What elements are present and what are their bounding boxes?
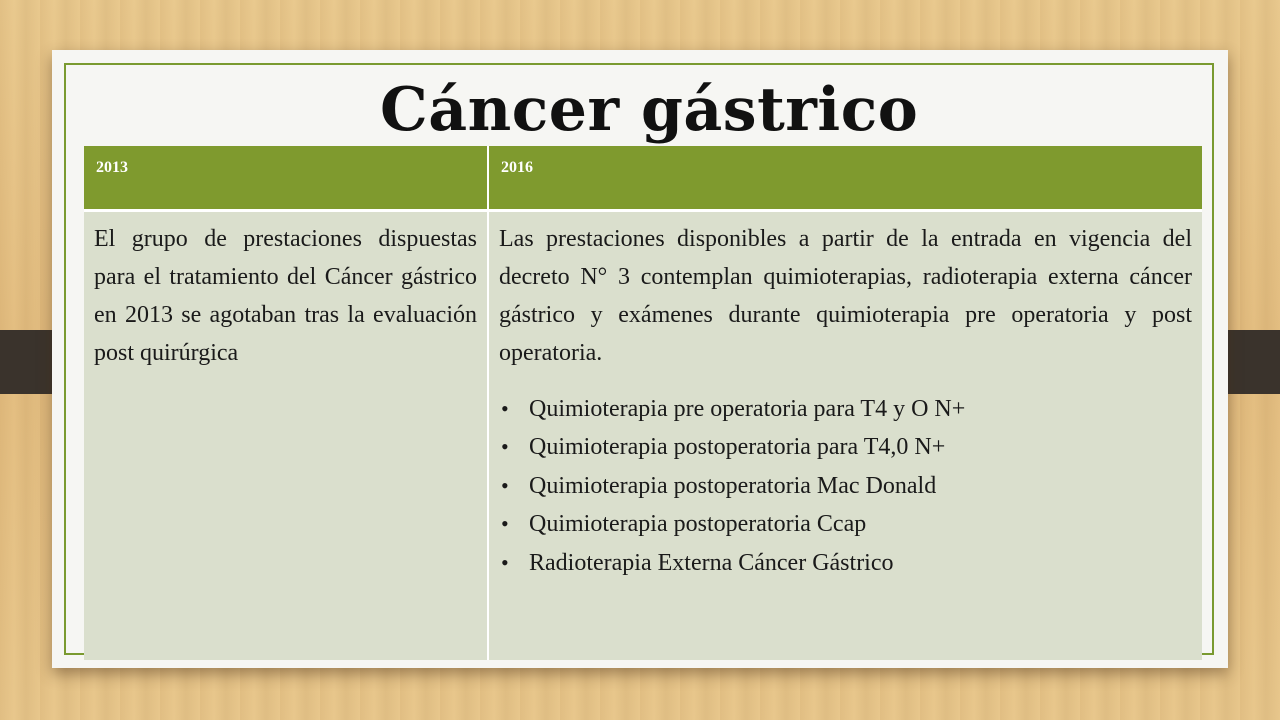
benefits-list [499, 390, 1192, 583]
header-2016: 2016 [488, 146, 1202, 210]
header-2013: 2013 [84, 146, 488, 210]
text-2013: El grupo de prestaciones dispuestas para el tratamiento del Cáncer gástrico en 2013 se agotaban tras la evaluación post quirúrgica [94, 225, 477, 366]
list-item [501, 505, 1192, 544]
cell-2013 [84, 210, 488, 660]
list-item [501, 428, 1192, 467]
cell-2016 [488, 210, 1202, 660]
list-item-text: Quimioterapia postoperatoria para T4,0 N+ [529, 434, 946, 460]
list-item-text: Quimioterapia postoperatoria Mac Donald [529, 472, 937, 499]
slide-title: Cáncer gástrico [380, 75, 919, 145]
table-row [84, 210, 1202, 660]
bullet-icon: • [501, 434, 509, 459]
list-item-text: Quimioterapia pre operatoria para T4 y O N+ [529, 395, 966, 422]
bullet-icon: • [501, 395, 509, 421]
comparison-table [84, 146, 1202, 660]
list-item [501, 467, 1192, 506]
left-dark-bar [0, 330, 58, 394]
list-item [501, 390, 1192, 429]
bullet-icon: • [501, 511, 509, 536]
list-item-text: Quimioterapia postoperatoria Ccap [529, 511, 867, 537]
bullet-icon: • [501, 472, 509, 498]
bullet-icon: • [501, 549, 509, 575]
list-item [501, 544, 1192, 583]
list-item-text: Radioterapia Externa Cáncer Gástrico [529, 549, 894, 576]
table-header-row [84, 146, 1202, 210]
text-2016-intro: Las prestaciones disponibles a partir de la entrada en vigencia del decreto N° 3 contemplan quimioterapias, radioterapia externa cáncer gástrico y exámenes durante quimioterapia pre operatoria y post operatoria. [499, 225, 1192, 366]
